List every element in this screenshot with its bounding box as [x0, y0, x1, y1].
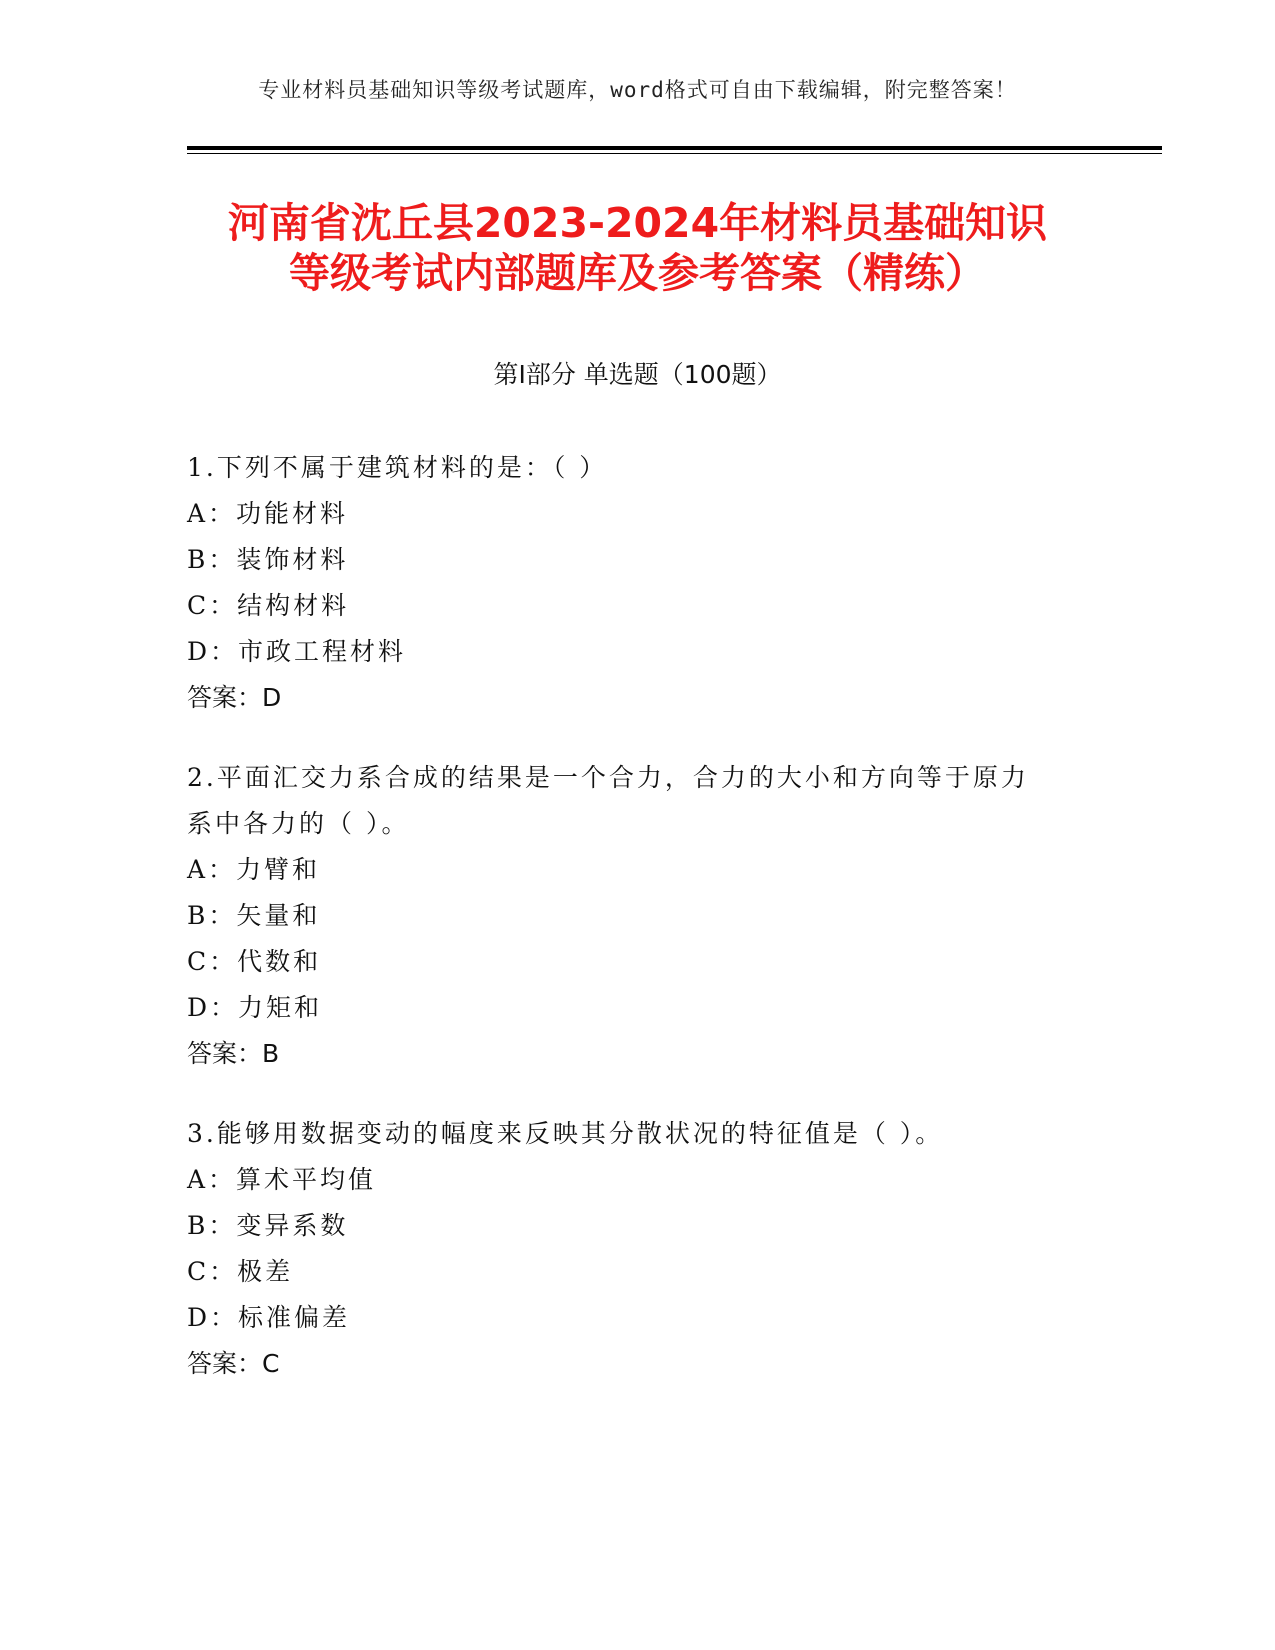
- question-stem: 3.能够用数据变动的幅度来反映其分散状况的特征值是（ ）。: [187, 1119, 944, 1148]
- option-a: A：算术平均值: [187, 1165, 377, 1194]
- option-d: D：标准偏差: [187, 1303, 351, 1332]
- option-d: D：市政工程材料: [187, 637, 407, 666]
- question-1: [187, 445, 1087, 721]
- question-stem: 1.下列不属于建筑材料的是：（ ）: [187, 453, 608, 482]
- question-list: [187, 445, 1087, 1421]
- question-3: [187, 1111, 1087, 1387]
- header-rule-thick: [187, 146, 1162, 150]
- option-c: C：结构材料: [187, 591, 350, 620]
- option-a: A：功能材料: [187, 499, 349, 528]
- section-heading: 第Ⅰ部分 单选题（100题）: [493, 360, 782, 389]
- question-stem-line-2: 系中各力的（ ）。: [187, 809, 410, 838]
- option-b: B：矢量和: [187, 901, 321, 930]
- header-rule-thin: [187, 153, 1162, 154]
- answer: 答案：B: [187, 1039, 280, 1068]
- question-stem-line-1: 2.平面汇交力系合成的结果是一个合力，合力的大小和方向等于原力: [187, 763, 1029, 792]
- answer: 答案：C: [187, 1349, 280, 1378]
- option-c: C：代数和: [187, 947, 322, 976]
- question-2: [187, 755, 1087, 1077]
- title-line-1: 河南省沈丘县2023-2024年材料员基础知识: [227, 199, 1048, 247]
- option-a: A：力臂和: [187, 855, 321, 884]
- option-c: C：极差: [187, 1257, 294, 1286]
- option-d: D：力矩和: [187, 993, 323, 1022]
- answer: 答案：D: [187, 683, 282, 712]
- option-b: B：变异系数: [187, 1211, 349, 1240]
- title-line-2: 等级考试内部题库及参考答案（精练）: [289, 249, 986, 297]
- option-b: B：装饰材料: [187, 545, 349, 574]
- header-note: 专业材料员基础知识等级考试题库，word格式可自由下载编辑，附完整答案！: [258, 78, 1017, 102]
- document-title: [150, 198, 1125, 298]
